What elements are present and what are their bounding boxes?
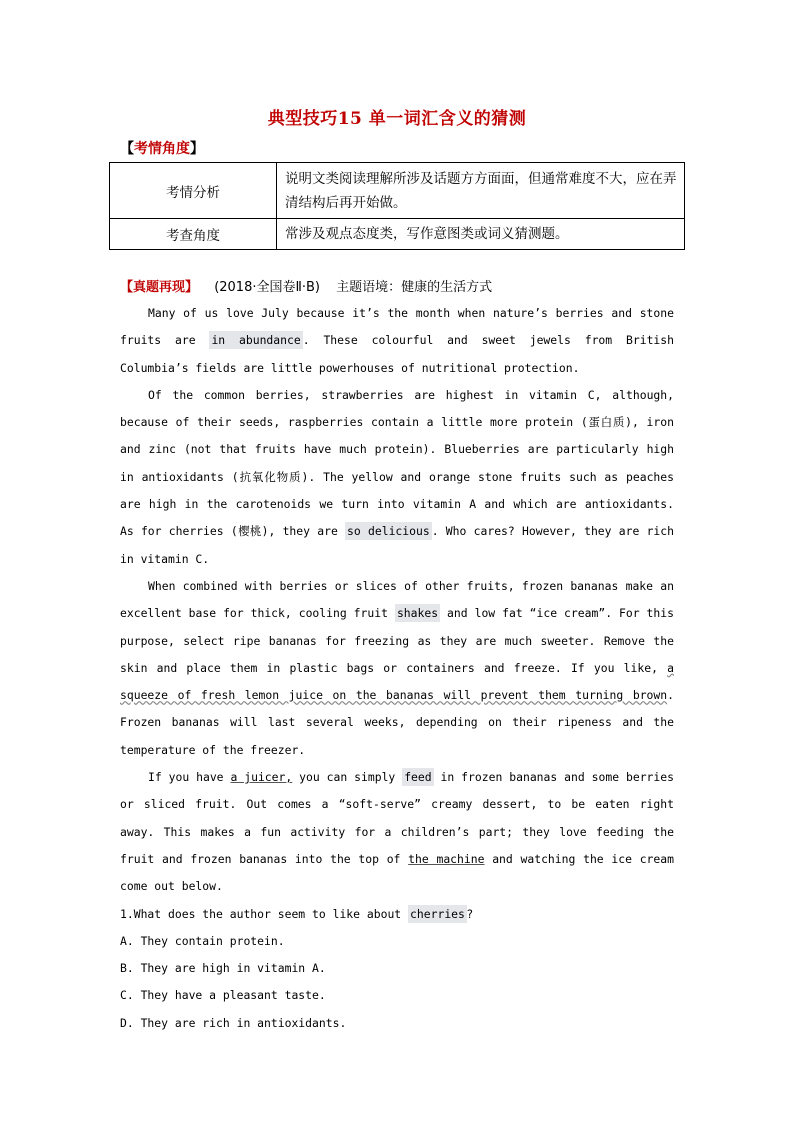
exam-info-table: [109, 162, 685, 250]
table-row: [110, 219, 685, 250]
passage-text: If you have: [148, 770, 231, 785]
page-title: 典型技巧15 单一词汇含义的猜测: [267, 109, 527, 129]
underlined-clue: a squeeze of fresh lemon juice on the bananas will prevent them turning brown: [120, 660, 674, 703]
passage-text: When combined with berries or slices of other fruits, frozen bananas make an excellent base for thick, cooling fruit: [120, 578, 674, 621]
passage-text: you can simply: [292, 770, 403, 785]
paragraph-4: [120, 764, 674, 900]
table-key-cell: 考查角度: [110, 219, 277, 250]
option-b: B. They are high in vitamin A.: [120, 961, 326, 976]
highlighted-phrase: so delicious: [347, 524, 430, 539]
passage-text: Many of us love July because it’s the month when nature’s berries and stone fruits are: [120, 306, 674, 348]
paragraph-1: [120, 300, 674, 382]
option-d: D. They are rich in antioxidants.: [120, 1015, 347, 1030]
table-value-cell: 说明文类阅读理解所涉及话题方方面面，但通常难度不大，应在弄清结构后再开始做。: [277, 163, 685, 219]
highlighted-word: shakes: [396, 606, 439, 621]
question-text: 1.What does the author seem to like about: [120, 906, 409, 921]
underlined-clue: the machine: [408, 851, 485, 866]
bracket-close: 】: [185, 280, 199, 295]
section-heading-exam-angle: [120, 138, 204, 158]
theme-context: 主题语境：健康的生活方式: [336, 280, 493, 295]
passage-text: and watching the ice cream come out below.: [120, 851, 674, 894]
passage-text: . Frozen bananas will last several weeks, depending on their ripeness and the temperature of the freezer.: [120, 688, 674, 757]
passage-text: . These colourful and sweet jewels from British Columbia’s fields are little powerhouses of nutritional protection.: [120, 333, 675, 375]
highlighted-phrase: in abundance: [211, 333, 301, 348]
exam-source: (2018·全国卷Ⅱ·B): [214, 280, 320, 295]
section-heading-real-exam: [120, 276, 492, 295]
option-a: A. They contain protein.: [120, 933, 285, 948]
highlighted-word: cherries: [410, 906, 465, 921]
question-mark: ?: [466, 906, 473, 921]
bracket-close: 】: [190, 141, 204, 157]
table-key-cell: 考情分析: [110, 163, 277, 219]
table-row: [110, 163, 685, 219]
bracket-open: 【: [120, 280, 134, 295]
section-label: 考情角度: [134, 141, 190, 157]
passage-text: Of the common berries, strawberries are highest in vitamin C, although, because of their seeds, raspberries contain a little more protein (蛋白质), iron and zinc (not that fruits have much protein). Blueberries are particularly high in antioxidants (抗氧化物质). The yellow and orange stone fruits such as peaches are high in the carotenoids we turn into vitamin A and which are antioxidants. As for cherries (樱桃), they are: [120, 387, 674, 539]
paragraph-2: [120, 382, 674, 573]
question-stem: [120, 901, 674, 928]
passage-text: and low fat “ice cream”. For this purpose, select ripe bananas for freezing as they are much sweeter. Remove the skin and place them in plastic bags or containers and freeze. If you like,: [120, 606, 674, 675]
bracket-open: 【: [120, 141, 134, 157]
section-label: 真题再现: [133, 280, 186, 295]
passage-text: . Who cares? However, they are rich in vitamin C.: [120, 524, 674, 566]
highlighted-word: feed: [404, 770, 432, 785]
option-c: C. They have a pleasant taste.: [120, 988, 326, 1003]
reading-passage: [120, 300, 674, 1037]
table-value-cell: 常涉及观点态度类，写作意图类或词义猜测题。: [277, 219, 685, 250]
paragraph-3: [120, 573, 674, 764]
passage-text: in frozen bananas and some berries or sliced fruit. Out comes a “soft-serve” creamy dessert, to be eaten right away. This makes a fun activity for a children’s part; they love feeding the fruit and frozen bananas into the top of: [120, 770, 674, 866]
underlined-clue: a juicer,: [230, 770, 293, 785]
